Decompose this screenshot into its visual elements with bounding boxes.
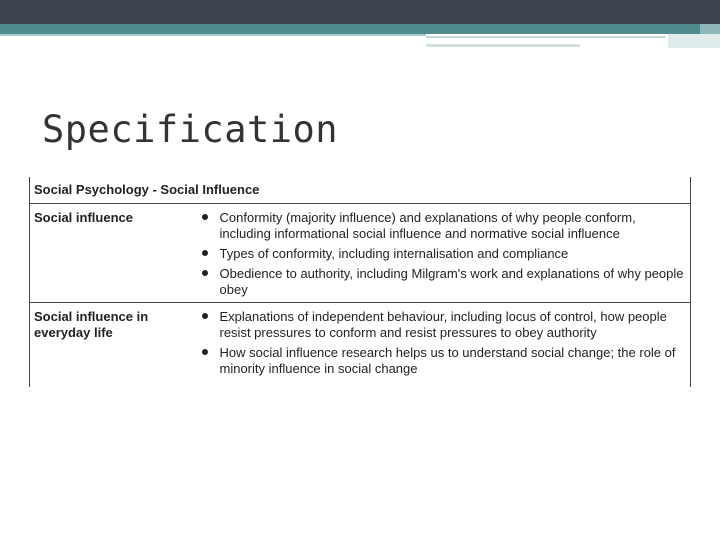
bullet-list	[200, 309, 687, 377]
topic-content	[196, 303, 691, 388]
bullet-icon	[202, 270, 208, 276]
bullet-text: Types of conformity, including internalisation and compliance	[219, 246, 569, 261]
topic-content	[196, 204, 691, 303]
accent-rule-shorter	[426, 44, 580, 47]
bullet-icon	[202, 349, 208, 355]
list-item	[200, 210, 687, 242]
list-item	[200, 266, 687, 298]
bullet-list	[200, 210, 687, 298]
table-row	[30, 204, 691, 303]
topic-label: Social influence	[30, 204, 196, 303]
list-item	[200, 345, 687, 377]
bullet-text: Obedience to authority, including Milgram's work and explanations of why people obey	[219, 266, 684, 297]
bullet-icon	[202, 250, 208, 256]
table-row	[30, 303, 691, 388]
bullet-text: How social influence research helps us to understand social change; the role of minority influence in social change	[219, 345, 676, 376]
topic-label: Social influence in everyday life	[34, 309, 149, 340]
list-item	[200, 309, 687, 341]
bullet-text: Explanations of independent behaviour, including locus of control, how people resist pressures to conform and resist pressures to obey authority	[219, 309, 667, 340]
list-item	[200, 246, 687, 262]
slide-title: Specification	[42, 108, 339, 151]
bullet-icon	[202, 214, 208, 220]
accent-rule	[0, 34, 426, 36]
table-heading: Social Psychology - Social Influence	[30, 177, 691, 204]
specification-table	[29, 177, 691, 387]
title-bar-decoration	[0, 0, 720, 24]
accent-strip-end	[700, 24, 720, 34]
accent-corner	[668, 34, 720, 48]
accent-strip	[0, 24, 700, 34]
bullet-icon	[202, 313, 208, 319]
bullet-text: Conformity (majority influence) and explanations of why people conform, including informational social influence and normative social influence	[219, 210, 636, 241]
accent-rule-short	[426, 36, 666, 38]
